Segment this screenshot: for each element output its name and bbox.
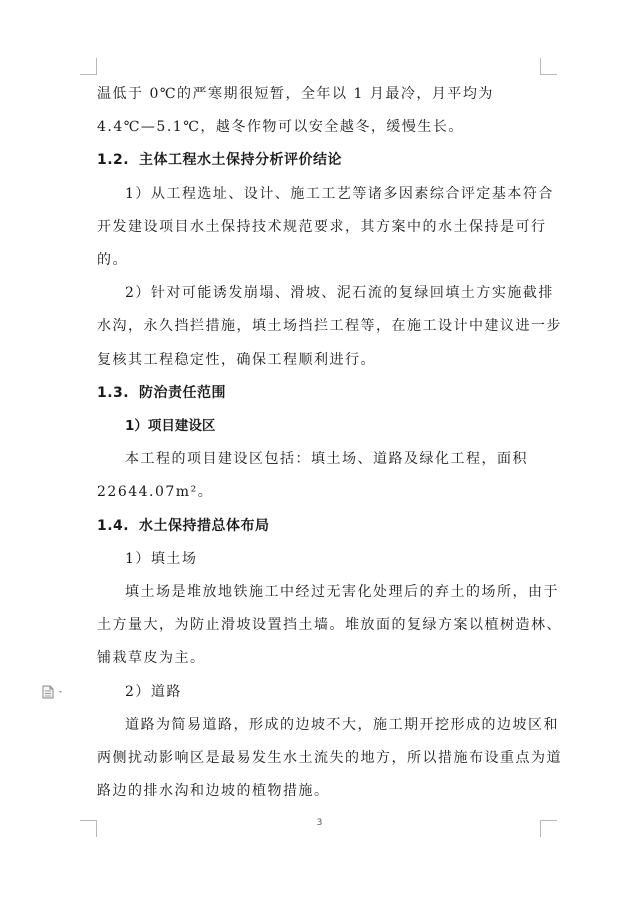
text-line: 路边的排水沟和边坡的植物措施。 (97, 783, 330, 800)
section-title: 主体工程水土保持分析评价结论 (139, 152, 342, 169)
section-number: 1.2. (97, 152, 130, 169)
section-heading-1-2 (97, 144, 541, 177)
text-line: 道路为简易道路，形成的边坡不大，施工期开挖形成的边坡区和 (125, 716, 559, 733)
paragraph-project-area (97, 443, 541, 509)
page-number: 3 (316, 818, 323, 828)
section-heading-1-3 (97, 377, 541, 410)
text-line: 土方量大，为防止滑坡设置挡土墙。堆放面的复绿方案以植树造林、 (97, 617, 562, 634)
subheading-project-area: 1）项目建设区 (125, 418, 216, 435)
text-line: 4.4℃—5.1℃，越冬作物可以安全越冬，缓慢生长。 (97, 119, 464, 136)
text-line: 1）填土场 (125, 550, 198, 567)
section-number: 1.3. (97, 384, 130, 401)
paragraph-item-fill-site (97, 543, 541, 576)
paragraph-conclusion-1 (97, 178, 554, 278)
text-line: 水沟，永久挡拦措施，填土场挡拦工程等，在施工设计中建议进一步 (97, 318, 562, 335)
section-heading-1-4 (97, 510, 541, 543)
text-line: 温低于 0℃的严寒期很短暂，全年以 1 月最冷，月平均为 (97, 86, 494, 102)
text-line: 22644.07m²。 (97, 484, 214, 501)
text-line: 复核其工程稳定性，确保工程顺利进行。 (97, 351, 376, 368)
text-line: 铺栽草皮为主。 (97, 650, 206, 667)
paragraph-road (97, 709, 562, 809)
paragraph-conclusion-2 (97, 277, 562, 377)
text-line: 2）道路 (125, 683, 182, 700)
text-line: 填土场是堆放地铁施工中经过无害化处理后的弃土的场所，由于 (125, 584, 559, 601)
paragraph-fill-site (97, 576, 562, 676)
text-line: 的。 (97, 252, 128, 269)
text-line: 2）针对可能诱发崩塌、滑坡、泥石流的复绿回填土方实施截排 (125, 285, 554, 302)
text-line: 本工程的项目建设区包括：填土场、道路及绿化工程，面积 (125, 451, 528, 468)
document-icon[interactable] (41, 684, 67, 698)
text-line: 开发建设项目水土保持技术规范要求，其方案中的水土保持是可行 (97, 218, 547, 235)
corner-mark-top-left (80, 58, 97, 75)
section-title: 防治责任范围 (139, 384, 226, 401)
corner-mark-top-right (540, 58, 557, 75)
text-line: 两侧扰动影响区是最易发生水土流失的地方，所以措施布设重点为道 (97, 750, 562, 767)
text-line: 1）从工程选址、设计、施工工艺等诸多因素综合评定基本符合 (125, 185, 554, 202)
paragraph-climate (97, 78, 541, 144)
page-body (97, 78, 562, 808)
section-title: 水土保持措总体布局 (139, 517, 270, 534)
paragraph-item-road (97, 676, 541, 709)
section-number: 1.4. (97, 517, 130, 534)
